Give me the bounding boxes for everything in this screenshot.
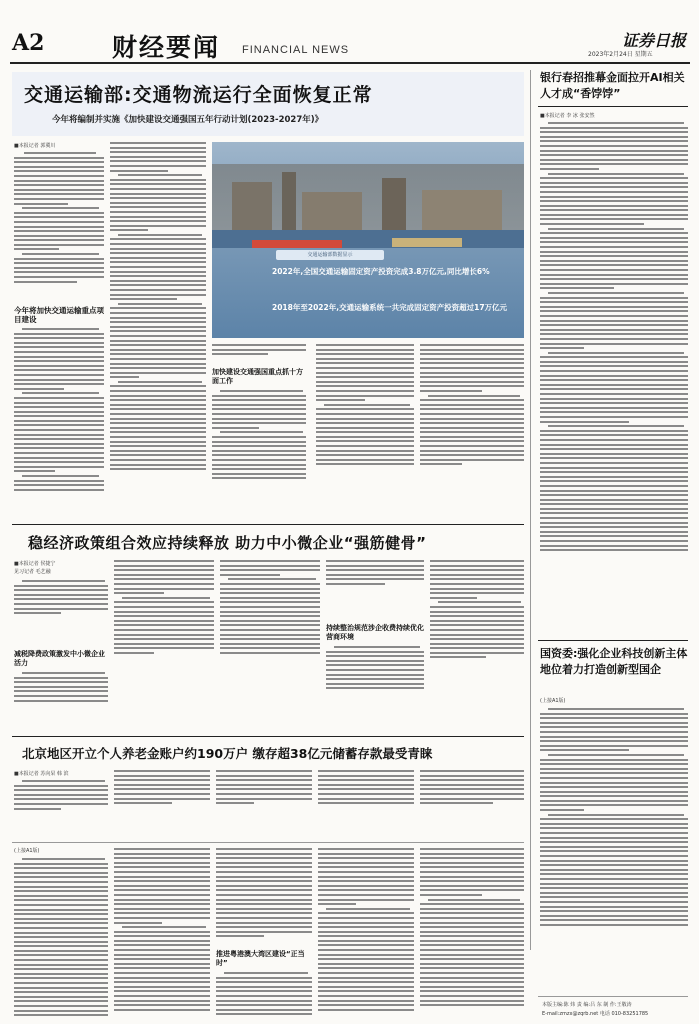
middle-byline-2: 见习记者 毛艺融: [14, 569, 51, 575]
section-title-en: FINANCIAL NEWS: [242, 44, 350, 56]
column-divider: [530, 70, 531, 950]
paper-name-logo: 证券日报: [622, 31, 687, 50]
infographic: [212, 142, 524, 338]
lead-subheadline: 今年将编制并实施《加快建设交通强国五年行动计划(2023-2027年)》: [52, 115, 324, 125]
footer-editor: 本版主编:陈 炜 责 编:吕 东 制 作:王敬涛: [542, 1002, 632, 1008]
bottom-body-col2b: [114, 848, 210, 1020]
right-story-2-source: (上接A1版): [540, 698, 566, 704]
middle-body-col4a: [326, 560, 424, 620]
bottom-body-col1b: [14, 858, 108, 1020]
bottom-headline: 北京地区开立个人养老金账户约190万户 缴存超38亿元储蓄存款最受青睐: [22, 746, 433, 761]
bottom-body-col4a: [318, 770, 414, 838]
bottom-body-col3a: [216, 770, 312, 838]
ship-icon: [252, 240, 342, 248]
lead-body-col3b: [212, 390, 306, 518]
section-title: 财经要闻: [112, 33, 221, 62]
middle-body-col4b: [326, 646, 424, 732]
middle-body-col1b: [14, 672, 108, 732]
lead-body-col2: [110, 142, 206, 518]
lead-body-col1b: [14, 328, 104, 518]
right-story-2-headline: 国资委:强化企业科技创新主体地位着力打造创新型国企: [540, 647, 688, 676]
right-story-1-headline: 银行春招推幕金面拉开AI相关人才成“香饽饽”: [540, 71, 685, 100]
masthead-rule: [10, 62, 690, 64]
lead-body-col4: [316, 344, 414, 518]
infographic-line-1: 2022年,全国交通运输固定资产投资完成3.8万亿元,同比增长6%: [272, 267, 490, 276]
date-line: 2023年2月24日 星期五: [588, 51, 653, 58]
lead-body-col3a: [212, 344, 306, 368]
middle-body-col2: [114, 560, 214, 732]
lead-section-heading-1: 今年将加快交通运输重点项目建设: [14, 306, 104, 324]
middle-body-col1a: [14, 580, 108, 646]
lead-headline: 交通运输部:交通物流运行全面恢复正常: [24, 84, 373, 106]
bottom-body-col5a: [420, 770, 524, 838]
bottom-source: (上接A1版): [14, 848, 40, 854]
lead-body-col1: [14, 152, 104, 304]
bottom-body-col1a: [14, 780, 108, 838]
infographic-label: 交通运输部数据显示: [276, 250, 384, 260]
lead-byline: ■本报记者 郭冀川: [14, 143, 56, 149]
right-story-1-byline: ■本报记者 李 冰 张安然: [540, 113, 595, 119]
bottom-section-heading: 推进粤港澳大湾区建设“正当时”: [216, 950, 305, 967]
middle-section-heading-1: 减税降费政策激发中小微企业活力: [14, 650, 105, 667]
lead-section-heading-2: 加快建设交通强国重点抓十方面工作: [212, 368, 303, 385]
middle-headline: 稳经济政策组合效应持续释放 助力中小微企业“强筋健骨”: [28, 534, 427, 552]
infographic-line-2: 2018年至2022年,交通运输系统一共完成固定资产投资超过17万亿元: [272, 303, 508, 312]
lead-body-col5: [420, 344, 524, 518]
bottom-byline: ■本报记者 苏向杲 韩 滨: [14, 771, 69, 777]
middle-body-col3: [220, 560, 320, 732]
bottom-body-col5b: [420, 848, 524, 1020]
middle-section-heading-2: 持续整治规范涉企收费持续优化营商环境: [326, 624, 424, 641]
bottom-body-col3b: [216, 848, 312, 946]
middle-body-col5: [430, 560, 524, 732]
middle-byline-1: ■本报记者 侯捷宁: [14, 561, 56, 567]
bottom-body-col2a: [114, 770, 210, 838]
page-number: A2: [12, 30, 45, 56]
footer-contact: E-mail:zmzx@zqrb.net 电话 010-83251785: [542, 1011, 649, 1017]
bottom-body-col4b: [318, 848, 414, 1020]
ship-icon: [392, 238, 462, 247]
right-story-1-body: [540, 122, 688, 632]
right-story-2-body: [540, 708, 688, 946]
bottom-body-col3c: [216, 972, 312, 1020]
